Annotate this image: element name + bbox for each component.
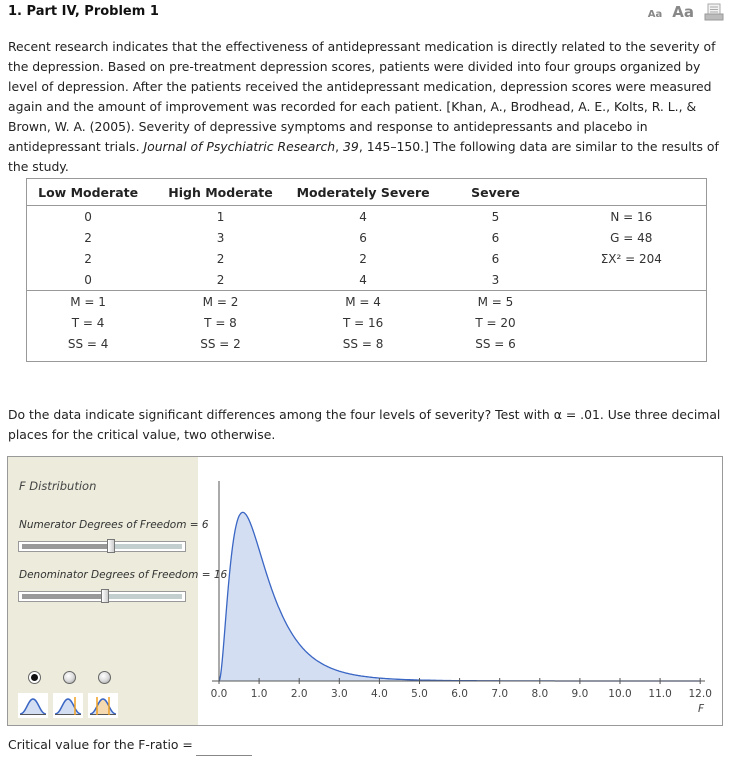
slider-track <box>115 544 182 549</box>
print-icon[interactable] <box>704 3 724 21</box>
journal-name: Journal of Psychiatric Research <box>143 139 336 154</box>
cell: T = 16 <box>342 315 384 330</box>
toolbar <box>648 3 724 21</box>
mode-radio-one-tail[interactable] <box>63 671 76 684</box>
question-text: Do the data indicate significant differences among the four levels of severity? Test with α = .01. Use three decimal places for the critical value, two otherwise. <box>8 407 721 442</box>
x-tick-label: 5.0 <box>411 688 428 700</box>
cell: 0 <box>84 209 92 224</box>
critical-value-input[interactable] <box>196 738 252 756</box>
decrease-font-button[interactable]: Aa <box>647 9 663 20</box>
cell: SS = 6 <box>475 336 516 351</box>
table-row <box>27 206 706 228</box>
widget-title: F Distribution <box>19 479 97 493</box>
data-table-box <box>26 178 707 362</box>
x-tick-label: 10.0 <box>608 688 632 700</box>
cell: SS = 4 <box>67 336 109 351</box>
x-tick-label: 11.0 <box>648 688 672 700</box>
col-header-totals <box>557 179 706 206</box>
cell: T = 8 <box>204 315 237 330</box>
cell: 2 <box>359 251 367 266</box>
col-header-severe: Severe <box>434 179 556 206</box>
slider-fill <box>22 594 105 599</box>
x-tick-label: 2.0 <box>290 688 308 700</box>
cell: SS = 2 <box>200 336 241 351</box>
cell <box>557 269 706 291</box>
cell: 6 <box>491 230 500 245</box>
f-curve <box>219 512 700 681</box>
slider-thumb[interactable] <box>101 589 109 603</box>
x-tick-label: 3.0 <box>330 688 348 700</box>
cell <box>557 333 706 354</box>
slider-track <box>108 594 182 599</box>
cell <box>557 291 706 313</box>
x-tick-label: 7.0 <box>491 688 509 700</box>
cell: 6 <box>359 230 367 245</box>
denominator-df-label: Denominator Degrees of Freedom = 16 <box>19 569 228 581</box>
table-row <box>27 227 706 248</box>
denominator-df-slider[interactable] <box>18 591 186 602</box>
two-tail-icon[interactable] <box>88 693 118 718</box>
data-table <box>27 179 706 354</box>
separator: , <box>335 139 344 154</box>
cell: SS = 8 <box>342 336 384 351</box>
cell: 2 <box>216 272 225 287</box>
cell: 6 <box>491 251 500 266</box>
cell: 2 <box>84 251 92 266</box>
cell: M = 4 <box>292 291 435 313</box>
cell: 1 <box>216 209 225 224</box>
summary-row <box>27 312 706 333</box>
cell: 5 <box>491 209 500 224</box>
f-distribution-widget <box>7 456 723 726</box>
problem-intro <box>8 37 724 177</box>
cell: 2 <box>216 251 225 266</box>
numerator-df-slider[interactable] <box>18 541 186 552</box>
cell: M = 5 <box>434 291 556 313</box>
cell: 4 <box>359 272 367 287</box>
cell: M = 1 <box>27 291 149 313</box>
intro-text: Recent research indicates that the effectiveness of antidepressant medication is directly related to the severity of the depression. Based on pre-treatment depression scores, patients were divided into four groups organized by level of depression. After the patients received the antidepressant medication, depression scores were measured again and the amount of improvement was recorded for each patient. [Khan, A., Brodhead, A. E., Kolts, R. L., & Brown, W. A. (2005). Severity of depressive symptoms and response to antidepressants and placebo in antidepressant trials. <box>8 39 716 154</box>
one-tail-icon[interactable] <box>53 693 83 718</box>
cell: 4 <box>359 209 367 224</box>
cell: ΣX² = 204 <box>600 251 662 266</box>
x-tick-label: 12.0 <box>688 688 712 700</box>
journal-volume: 39 <box>343 139 359 154</box>
numerator-df-label: Numerator Degrees of Freedom = 6 <box>19 519 209 531</box>
mode-radio-two-tail[interactable] <box>98 671 111 684</box>
x-axis-label: F <box>697 703 705 715</box>
table-row <box>27 269 706 291</box>
x-tick-label: 4.0 <box>371 688 388 700</box>
col-header-low-moderate: Low Moderate <box>27 179 149 206</box>
cell: M = 2 <box>149 291 292 313</box>
x-tick-label: 6.0 <box>451 688 468 700</box>
cell: 3 <box>216 230 225 245</box>
slider-fill <box>22 544 112 549</box>
col-header-high-moderate: High Moderate <box>149 179 292 206</box>
cell: 2 <box>84 230 92 245</box>
x-tick-label: 8.0 <box>531 688 549 700</box>
table-row <box>27 248 706 269</box>
problem-title: 1. Part IV, Problem 1 <box>8 4 159 19</box>
cell <box>557 312 706 333</box>
x-tick-label: 0.0 <box>210 688 228 700</box>
slider-thumb[interactable] <box>107 539 115 553</box>
cell: T = 20 <box>475 315 516 330</box>
cell: 3 <box>491 272 500 287</box>
answer-label: Critical value for the F-ratio = <box>8 737 193 752</box>
x-tick-label: 9.0 <box>571 688 589 700</box>
cell: N = 16 <box>610 209 653 224</box>
cell: G = 48 <box>610 230 653 245</box>
summary-row <box>27 333 706 354</box>
intro-text-end: , 145–150.] The following data are similar to the results of the study. <box>8 139 719 174</box>
mode-radio-curve-only[interactable] <box>28 671 41 684</box>
summary-row <box>27 291 706 313</box>
col-header-moderately-severe: Moderately Severe <box>292 179 435 206</box>
table-header-row <box>27 179 706 206</box>
x-tick-label: 1.0 <box>250 688 268 700</box>
f-distribution-plot <box>198 457 722 725</box>
cell: 0 <box>84 272 92 287</box>
curve-only-icon[interactable] <box>18 693 48 718</box>
cell: T = 4 <box>71 315 105 330</box>
increase-font-button[interactable]: Aa <box>672 3 694 21</box>
